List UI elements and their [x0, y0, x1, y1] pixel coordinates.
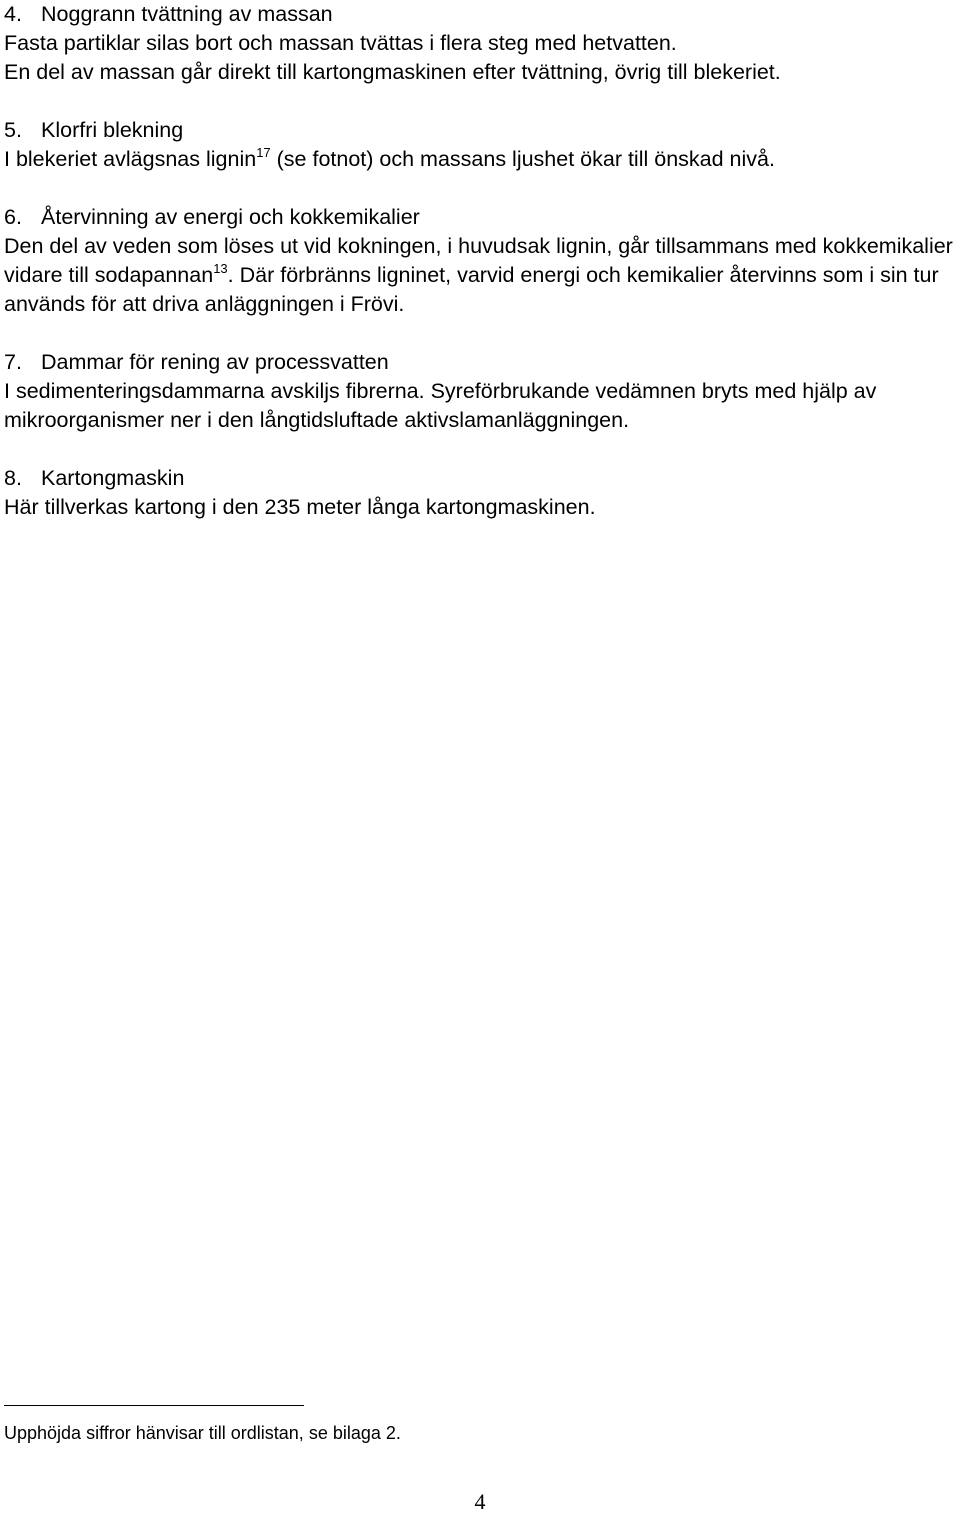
section-text: Här tillverkas kartong i den 235 meter långa kartongmaskinen.	[4, 495, 596, 519]
section-text-line: Fasta partiklar silas bort och massan tvättas i flera steg med hetvatten.	[4, 31, 677, 55]
document-body	[4, 0, 956, 551]
section-text	[4, 232, 956, 319]
glossary-reference: 17	[256, 144, 271, 160]
page-number: 4	[474, 1489, 486, 1514]
section-heading	[4, 464, 956, 493]
section-heading	[4, 0, 956, 29]
section-5	[4, 116, 956, 174]
text-before-reference: I blekeriet avlägsnas lignin	[4, 147, 257, 171]
section-title: Kartongmaskin	[41, 466, 185, 490]
section-7	[4, 348, 956, 435]
section-number: 8.	[4, 466, 22, 490]
section-number: 4.	[4, 2, 22, 26]
section-4	[4, 0, 956, 87]
footnote-divider	[4, 1405, 304, 1406]
section-number: 5.	[4, 118, 22, 142]
section-text-line: En del av massan går direkt till kartongmaskinen efter tvättning, övrig till blekeriet.	[4, 60, 781, 84]
text-after-reference: . Där förbränns ligninet, varvid energi och kemikalier återvinns som i sin tur används för att driva anläggningen i Frövi.	[4, 263, 939, 316]
text-before-reference: Den del av veden som löses ut vid kokningen, i huvudsak lignin, går tillsammans med kokkemikalier vidare till sodapannan	[4, 234, 953, 287]
section-title: Noggrann tvättning av massan	[41, 2, 333, 26]
section-heading	[4, 116, 956, 145]
glossary-reference: 13	[213, 260, 228, 276]
section-text	[4, 145, 956, 174]
section-heading	[4, 203, 956, 232]
footnote: Upphöjda siffror hänvisar till ordlistan, se bilaga 2.	[4, 1423, 401, 1443]
section-8	[4, 464, 956, 522]
section-text: I sedimenteringsdammarna avskiljs fibrerna. Syreförbrukande vedämnen bryts med hjälp av mikroorganismer ner i den långtidsluftade aktivslamanläggningen.	[4, 379, 877, 432]
section-number: 7.	[4, 350, 22, 374]
section-number: 6.	[4, 205, 22, 229]
section-title: Dammar för rening av processvatten	[41, 350, 389, 374]
section-6	[4, 203, 956, 319]
text-after-reference: (se fotnot) och massans ljushet ökar till önskad nivå.	[270, 147, 775, 171]
section-title: Återvinning av energi och kokkemikalier	[41, 205, 420, 229]
section-heading	[4, 348, 956, 377]
section-title: Klorfri blekning	[41, 118, 184, 142]
